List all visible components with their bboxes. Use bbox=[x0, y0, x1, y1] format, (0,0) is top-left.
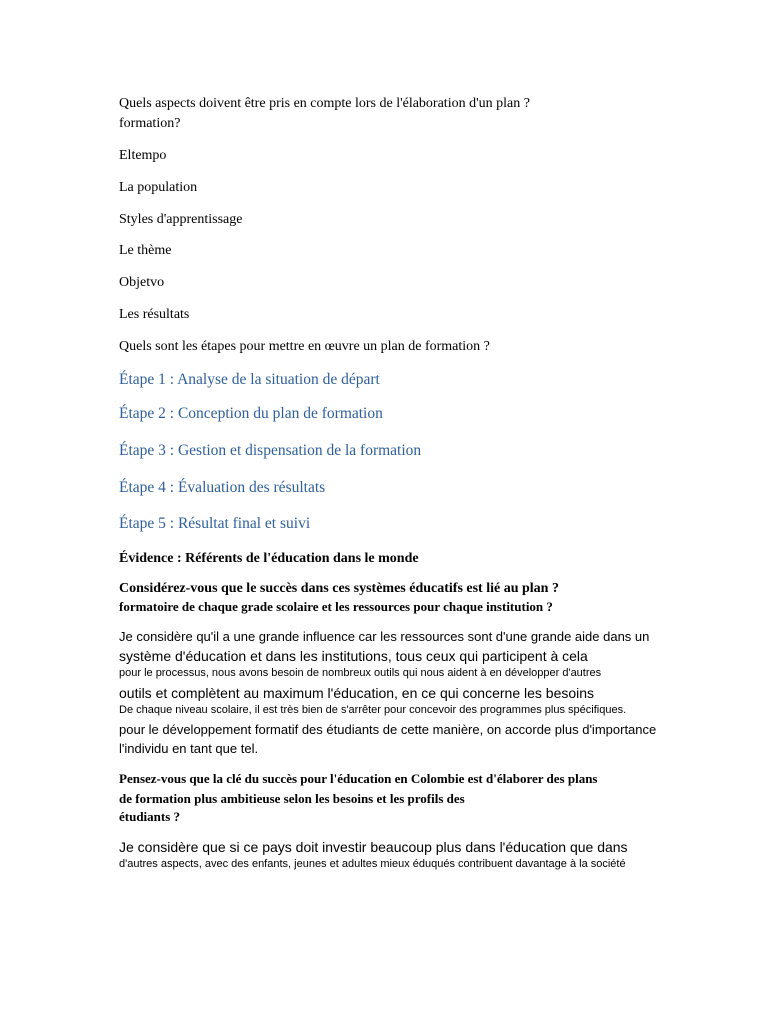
answer-4-line: d'autres aspects, avec des enfants, jeunes et adultes mieux éduqués contribuent davantage à la société bbox=[119, 858, 626, 870]
step-item: Étape 1 : Analyse de la situation de départ bbox=[119, 371, 380, 388]
step-item: Étape 5 : Résultat final et suivi bbox=[119, 515, 311, 532]
question-4-line-3: étudiants ? bbox=[119, 809, 181, 824]
answer-3-line: Je considère qu'il a une grande influence car les ressources sont d'une grande aide dans un bbox=[119, 629, 650, 644]
answer-3-line: outils et complètent au maximum l'éducation, en ce qui concerne les besoins bbox=[119, 685, 595, 701]
answer-3-line: pour le processus, nous avons besoin de nombreux outils qui nous aident à en développer d'autres bbox=[119, 667, 602, 679]
question-3-line-1: Considérez-vous que le succès dans ces systèmes éducatifs est lié au plan ? bbox=[119, 581, 559, 596]
aspect-item: Les résultats bbox=[119, 307, 190, 322]
answer-4-line: Je considère que si ce pays doit investir beaucoup plus dans l'éducation que dans bbox=[119, 839, 628, 855]
step-item: Étape 3 : Gestion et dispensation de la formation bbox=[119, 442, 422, 459]
step-item: Étape 4 : Évaluation des résultats bbox=[119, 479, 326, 496]
step-item: Étape 2 : Conception du plan de formation bbox=[119, 405, 383, 422]
question-4-line-2: de formation plus ambitieuse selon les besoins et les profils des bbox=[119, 791, 465, 806]
evidence-title: Évidence : Référents de l'éducation dans le monde bbox=[119, 551, 419, 566]
aspect-item: Objetvo bbox=[119, 275, 165, 290]
answer-3-line: système d'éducation et dans les institutions, tous ceux qui participent à cela bbox=[119, 648, 588, 664]
answer-3-line: l'individu en tant que tel. bbox=[119, 741, 259, 756]
aspect-item: La population bbox=[119, 180, 198, 195]
question-1-line-2: formation? bbox=[119, 116, 181, 131]
aspect-item: Eltempo bbox=[119, 148, 167, 163]
question-3-line-2: formatoire de chaque grade scolaire et les ressources pour chaque institution ? bbox=[119, 599, 553, 614]
aspect-item: Styles d'apprentissage bbox=[119, 212, 243, 227]
answer-3-line: pour le développement formatif des étudiants de cette manière, on accorde plus d'importance bbox=[119, 722, 657, 737]
answer-3-line: De chaque niveau scolaire, il est très bien de s'arrêter pour concevoir des programmes plus spécifiques. bbox=[119, 704, 627, 716]
question-2: Quels sont les étapes pour mettre en œuvre un plan de formation ? bbox=[119, 339, 490, 354]
aspect-item: Le thème bbox=[119, 243, 172, 258]
question-1-line-1: Quels aspects doivent être pris en compte lors de l'élaboration d'un plan ? bbox=[119, 96, 530, 111]
question-4-line-1: Pensez-vous que la clé du succès pour l'éducation en Colombie est d'élaborer des plans bbox=[119, 771, 598, 786]
